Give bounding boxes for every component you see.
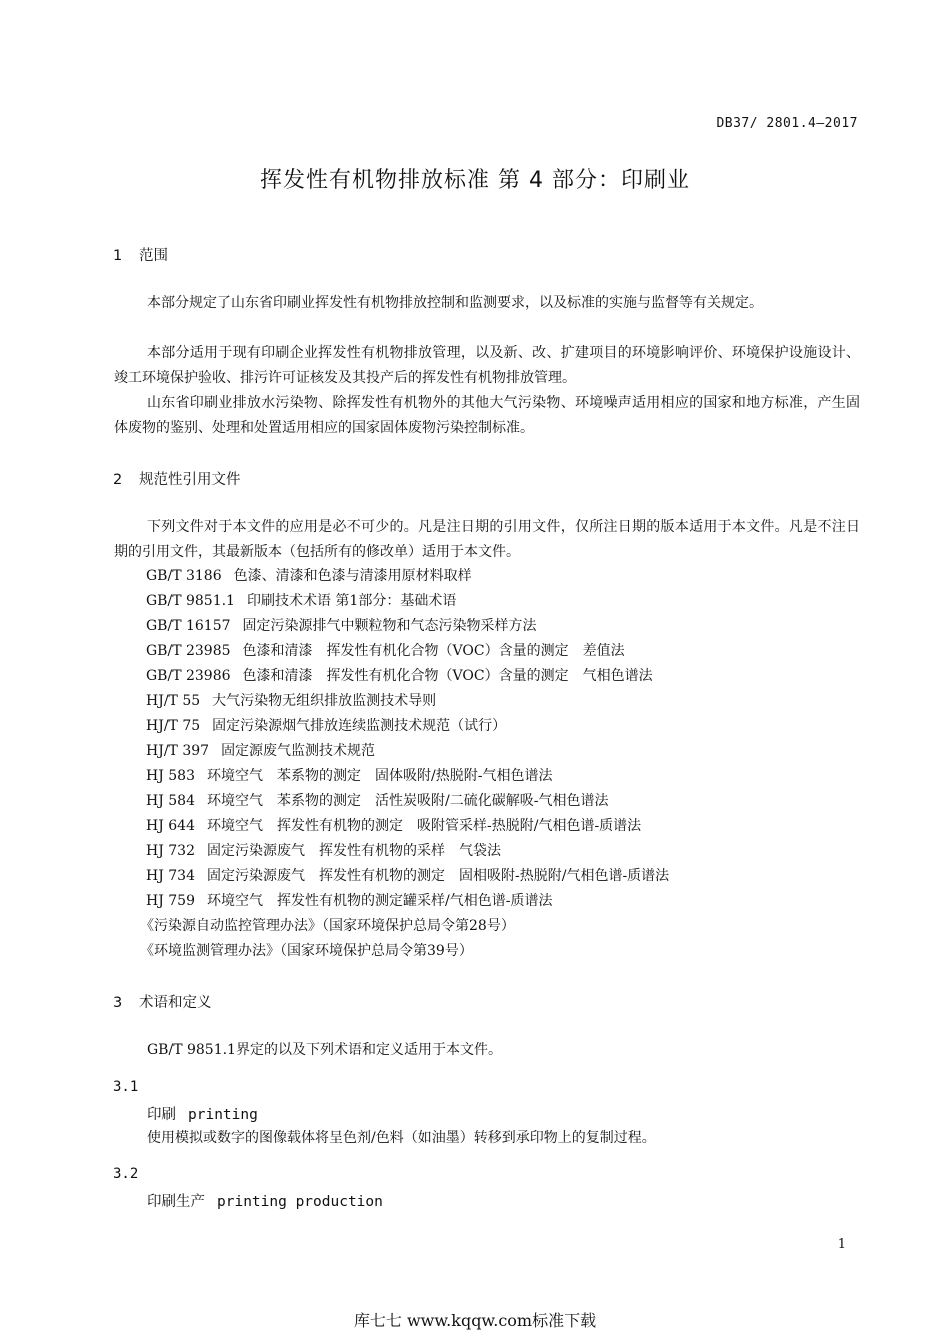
reference-code: HJ 734 bbox=[146, 868, 195, 884]
reference-code: HJ 759 bbox=[146, 893, 195, 909]
section-title: 范围 bbox=[139, 248, 168, 264]
reference-code: GB/T 3186 bbox=[146, 568, 222, 584]
reference-code: HJ 732 bbox=[146, 843, 195, 859]
scope-paragraph-3: 山东省印刷业排放水污染物、除挥发性有机物外的其他大气污染物、环境噪声适用相应的国家和地方标准，产生固体废物的鉴别、处理和处置适用相应的国家固体废物污染控制标准。 bbox=[114, 395, 860, 436]
reference-item bbox=[146, 615, 537, 635]
reference-code: HJ/T 397 bbox=[146, 743, 210, 759]
reference-title: 大气污染物无组织排放监测技术导则 bbox=[212, 693, 437, 709]
section-number: 2 bbox=[113, 472, 123, 488]
reference-item bbox=[146, 740, 375, 760]
reference-title: 环境空气 挥发性有机物的测定 吸附管采样-热脱附/气相色谱-质谱法 bbox=[207, 818, 642, 834]
section-title: 规范性引用文件 bbox=[139, 472, 241, 488]
reference-item bbox=[146, 690, 436, 710]
reference-item bbox=[146, 765, 552, 785]
reference-title: 固定污染源排气中颗粒物和气态污染物采样方法 bbox=[242, 618, 537, 634]
regulation-item: 《污染源自动监控管理办法》（国家环境保护总局令第28号） bbox=[140, 918, 515, 934]
reference-item bbox=[146, 840, 501, 860]
section-1-heading bbox=[113, 244, 168, 265]
page-number: 1 bbox=[837, 1237, 846, 1252]
term-english: printing production bbox=[217, 1194, 383, 1210]
reference-code: HJ 583 bbox=[146, 768, 195, 784]
reference-title: 固定源废气监测技术规范 bbox=[221, 743, 376, 759]
footer-watermark: 库七七 www.kqqw.com标准下载 bbox=[353, 1311, 597, 1330]
section-number: 1 bbox=[113, 248, 123, 264]
reference-code: GB/T 16157 bbox=[146, 618, 231, 634]
term-number: 3.2 bbox=[113, 1166, 139, 1182]
document-number: DB37/ 2801.4—2017 bbox=[716, 116, 858, 131]
section-number: 3 bbox=[113, 995, 123, 1011]
term-heading bbox=[147, 1190, 383, 1211]
reference-code: HJ 644 bbox=[146, 818, 195, 834]
reference-item bbox=[146, 665, 653, 685]
reference-item bbox=[146, 715, 506, 735]
reference-item bbox=[146, 790, 608, 810]
reference-title: 色漆和清漆 挥发性有机化合物（VOC）含量的测定 差值法 bbox=[242, 643, 625, 659]
reference-title: 色漆和清漆 挥发性有机化合物（VOC）含量的测定 气相色谱法 bbox=[242, 668, 653, 684]
term-chinese: 印刷 bbox=[147, 1107, 176, 1123]
reference-title: 环境空气 挥发性有机物的测定罐采样/气相色谱-质谱法 bbox=[207, 893, 553, 909]
reference-title: 环境空气 苯系物的测定 固体吸附/热脱附-气相色谱法 bbox=[207, 768, 553, 784]
reference-title: 固定污染源废气 挥发性有机物的测定 固相吸附-热脱附/气相色谱-质谱法 bbox=[207, 868, 670, 884]
reference-title: 色漆、清漆和色漆与清漆用原材料取样 bbox=[233, 568, 472, 584]
reference-code: GB/T 9851.1 bbox=[146, 593, 235, 609]
term-definition: 使用模拟或数字的图像载体将呈色剂/色料（如油墨）转移到承印物上的复制过程。 bbox=[147, 1130, 656, 1146]
reference-code: GB/T 23985 bbox=[146, 643, 231, 659]
terms-intro: GB/T 9851.1界定的以及下列术语和定义适用于本文件。 bbox=[147, 1042, 502, 1058]
scope-paragraph-2: 本部分适用于现有印刷企业挥发性有机物排放管理，以及新、改、扩建项目的环境影响评价、环境保护设施设计、竣工环境保护验收、排污许可证核发及其投产后的挥发性有机物排放管理。 bbox=[114, 345, 860, 386]
reference-code: HJ/T 75 bbox=[146, 718, 201, 734]
section-title: 术语和定义 bbox=[139, 995, 212, 1011]
references-intro: 下列文件对于本文件的应用是必不可少的。凡是注日期的引用文件，仅所注日期的版本适用于本文件。凡是不注日期的引用文件，其最新版本（包括所有的修改单）适用于本文件。 bbox=[114, 519, 860, 560]
regulation-item: 《环境监测管理办法》（国家环境保护总局令第39号） bbox=[140, 943, 473, 959]
reference-item bbox=[146, 865, 669, 885]
term-number: 3.1 bbox=[113, 1079, 139, 1095]
reference-item bbox=[146, 565, 472, 585]
term-chinese: 印刷生产 bbox=[147, 1194, 205, 1210]
reference-item bbox=[146, 890, 552, 910]
reference-title: 环境空气 苯系物的测定 活性炭吸附/二硫化碳解吸-气相色谱法 bbox=[207, 793, 609, 809]
page-title: 挥发性有机物排放标准 第 4 部分：印刷业 bbox=[260, 168, 690, 193]
reference-code: HJ 584 bbox=[146, 793, 195, 809]
reference-code: HJ/T 55 bbox=[146, 693, 201, 709]
section-2-heading bbox=[113, 468, 241, 489]
term-english: printing bbox=[188, 1107, 258, 1123]
reference-code: GB/T 23986 bbox=[146, 668, 231, 684]
reference-title: 固定污染源废气 挥发性有机物的采样 气袋法 bbox=[207, 843, 501, 859]
reference-title: 印刷技术术语 第1部分：基础术语 bbox=[246, 593, 457, 609]
reference-item bbox=[146, 640, 625, 660]
section-3-heading bbox=[113, 991, 212, 1012]
scope-paragraph-1: 本部分规定了山东省印刷业挥发性有机物排放控制和监测要求，以及标准的实施与监督等有关规定。 bbox=[147, 295, 763, 311]
term-heading bbox=[147, 1103, 258, 1124]
reference-title: 固定污染源烟气排放连续监测技术规范（试行） bbox=[212, 718, 507, 734]
reference-item bbox=[146, 590, 456, 610]
reference-item bbox=[146, 815, 641, 835]
